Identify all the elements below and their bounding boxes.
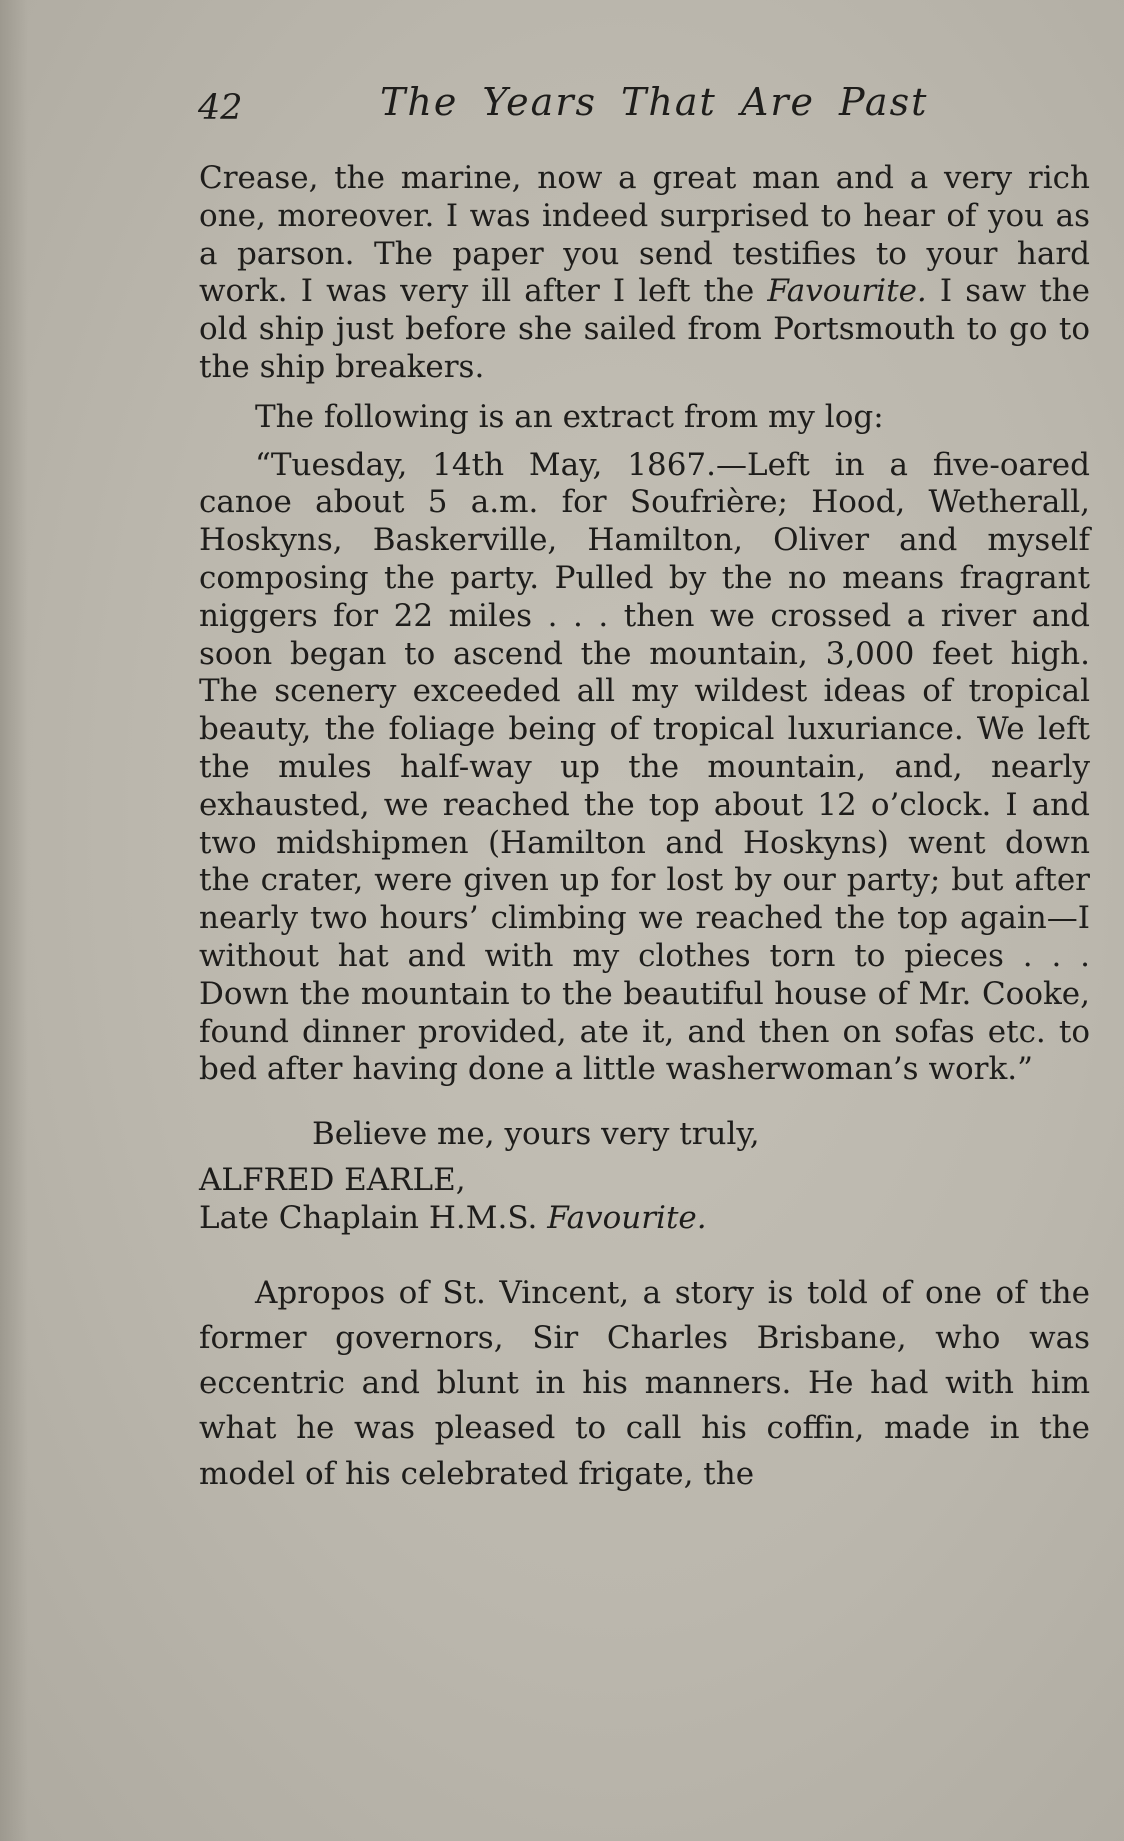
- ship-name: Favourite.: [767, 273, 927, 310]
- paragraph-letter-continuation: [199, 160, 1090, 387]
- signature-title-text: Late Chaplain H.M.S.: [199, 1199, 538, 1236]
- paragraph-log-extract: “Tuesday, 14th May, 1867.—Left in a five-oared canoe about 5 a.m. for Soufrière; Hood, Wetherall, Hoskyns, Baskerville, Hamilton, Oliver and myself composing the party. Pulled by the no means fragrant niggers for 22 miles . . . then we crossed a river and soon began to ascend the mountain, 3,000 feet high. The scenery exceeded all my wildest ideas of tropical beauty, the foliage being of tropical luxuriance. We left the mules half-way up the mountain, and, nearly exhausted, we reached the top about 12 o’clock. I and two midshipmen (Hamilton and Hoskyns) went down the crater, were given up for lost by our party; but after nearly two hours’ climbing we reached the top again—I without hat and with my clothes torn to pieces . . . Down the mountain to the beautiful house of Mr. Cooke, found dinner provided, ate it, and then on sofas etc. to bed after having done a little washerwoman’s work.”: [199, 446, 1090, 1088]
- page-header: [198, 78, 1088, 134]
- paragraph-log-intro: The following is an extract from my log:: [255, 398, 884, 435]
- signature-name: ALFRED EARLE,: [199, 1161, 466, 1198]
- page-number: 42: [198, 88, 243, 128]
- letter-closing: Believe me, yours very truly,: [312, 1116, 760, 1153]
- signature-title: [199, 1200, 1090, 1238]
- paragraph-st-vincent-story: Apropos of St. Vincent, a story is told of one of the former governors, Sir Charles Brisbane, who was eccentric and blunt in his manners. He had with him what he was pleased to call his coffin, made in the model of his celebrated frigate, the: [199, 1274, 1090, 1492]
- signature-ship-name: Favourite.: [547, 1199, 707, 1236]
- running-title: The Years That Are Past: [380, 80, 929, 124]
- page-gutter-shadow: [0, 0, 28, 1841]
- body-text: [199, 160, 1090, 1497]
- paragraph-text: Crease, the marine, now a great man and a very rich one, moreover. I was indeed surprised to hear of you as a parson. The paper you send testifies to your hard work. I was very ill after I left the: [199, 160, 1090, 310]
- paragraph-text: I saw the old ship just before she sailed from Portsmouth to go to the ship breakers.: [199, 273, 1090, 385]
